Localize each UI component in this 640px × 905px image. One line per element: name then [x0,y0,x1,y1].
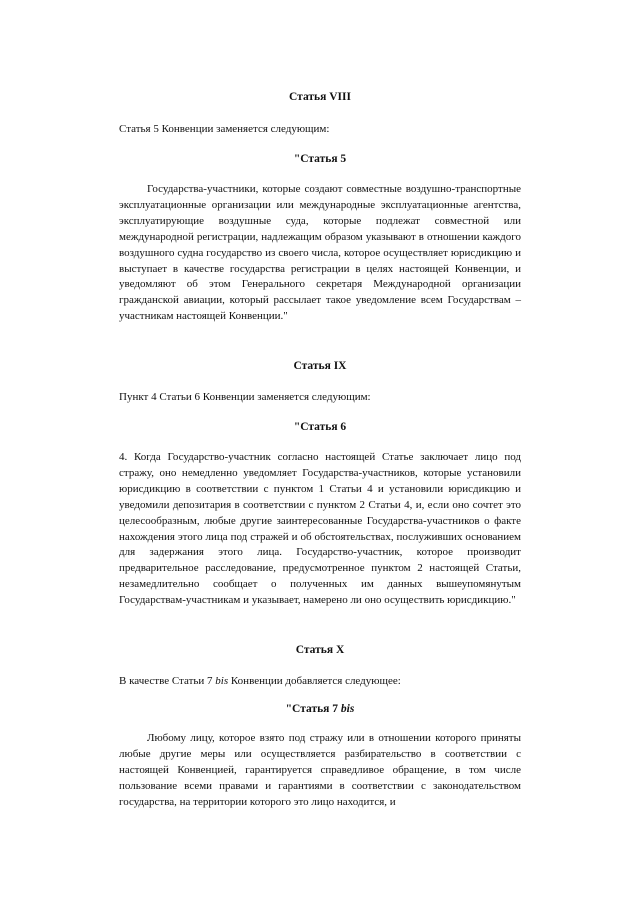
section-title-ix: Статья IX [293,360,347,372]
article-5-text: Государства-участники, которые создают совместные воздушно-транспортные эксплуатационные организации или международные эксплуатационные агентства, эксплуатирующие воздушные суда, которые подлежат совместной или международной регистрации, надлежащим образом указывают в отношении каждого воздушного судна государство из своего числа, которое осуществляет юрисдикцию и выступает в качестве государства регистрации в целях настоящей Конвенции, и уведомляют об этом Генерального секретаря Международной организации гражданской авиации, который рассылает такое уведомление всем Государствам –участникам настоящей Конвенции." [119,183,521,323]
section-title-viii: Статья VIII [289,91,351,103]
article-title-6: "Статья 6 [293,421,347,433]
intro-x-prefix: В качестве Статьи 7 [119,675,216,687]
article-7bis-prefix: "Статья 7 [285,703,341,715]
article-7bis-emph: bis [340,703,355,715]
article-title-7bis [0,702,640,716]
intro-x-bis: bis [215,675,229,687]
section-intro-viii: Статья 5 Конвенции заменяется следующим: [119,123,330,135]
article-7bis-text: Любому лицу, которое взято под стражу или в отношении которого приняты любые другие меры или осуществляется разбирательство в соответствии с настоящей Конвенцией, гарантируется справедливое обращение, в том числе пользование всеми правами и гарантиями в соответствии с законодательством государства, на территории которого это лицо находится, и [119,732,521,808]
intro-x-suffix: Конвенции добавляется следующее: [228,675,401,687]
article-title-5: "Статья 5 [293,153,347,165]
section-intro-ix: Пункт 4 Статьи 6 Конвенции заменяется следующим: [119,391,371,403]
section-title-x: Статья X [295,644,345,656]
article-6-text: 4. Когда Государство-участник согласно настоящей Статье заключает лицо под стражу, оно немедленно уведомляет Государства-участников, которые установили юрисдикцию в соответствии с пунктом 1 Статьи 4 и установили юрисдикцию и уведомили депозитария в соответствии с пунктом 2 Статьи 4, и, если оно сочтет это целесообразным, любые другие заинтересованные Государства-участников о факте нахождения этого лица под стражей и об обстоятельствах, послуживших основанием для задержания этого лица. Государство-участник, которое производит предварительное расследование, предусмотренное пунктом 2 настоящей Статьи, незамедлительно сообщает о полученных им данных вышеупомянутым Государствам-участникам и указывает, намерено ли оно осуществить юрисдикцию." [119,451,521,607]
section-intro-x [119,674,521,688]
